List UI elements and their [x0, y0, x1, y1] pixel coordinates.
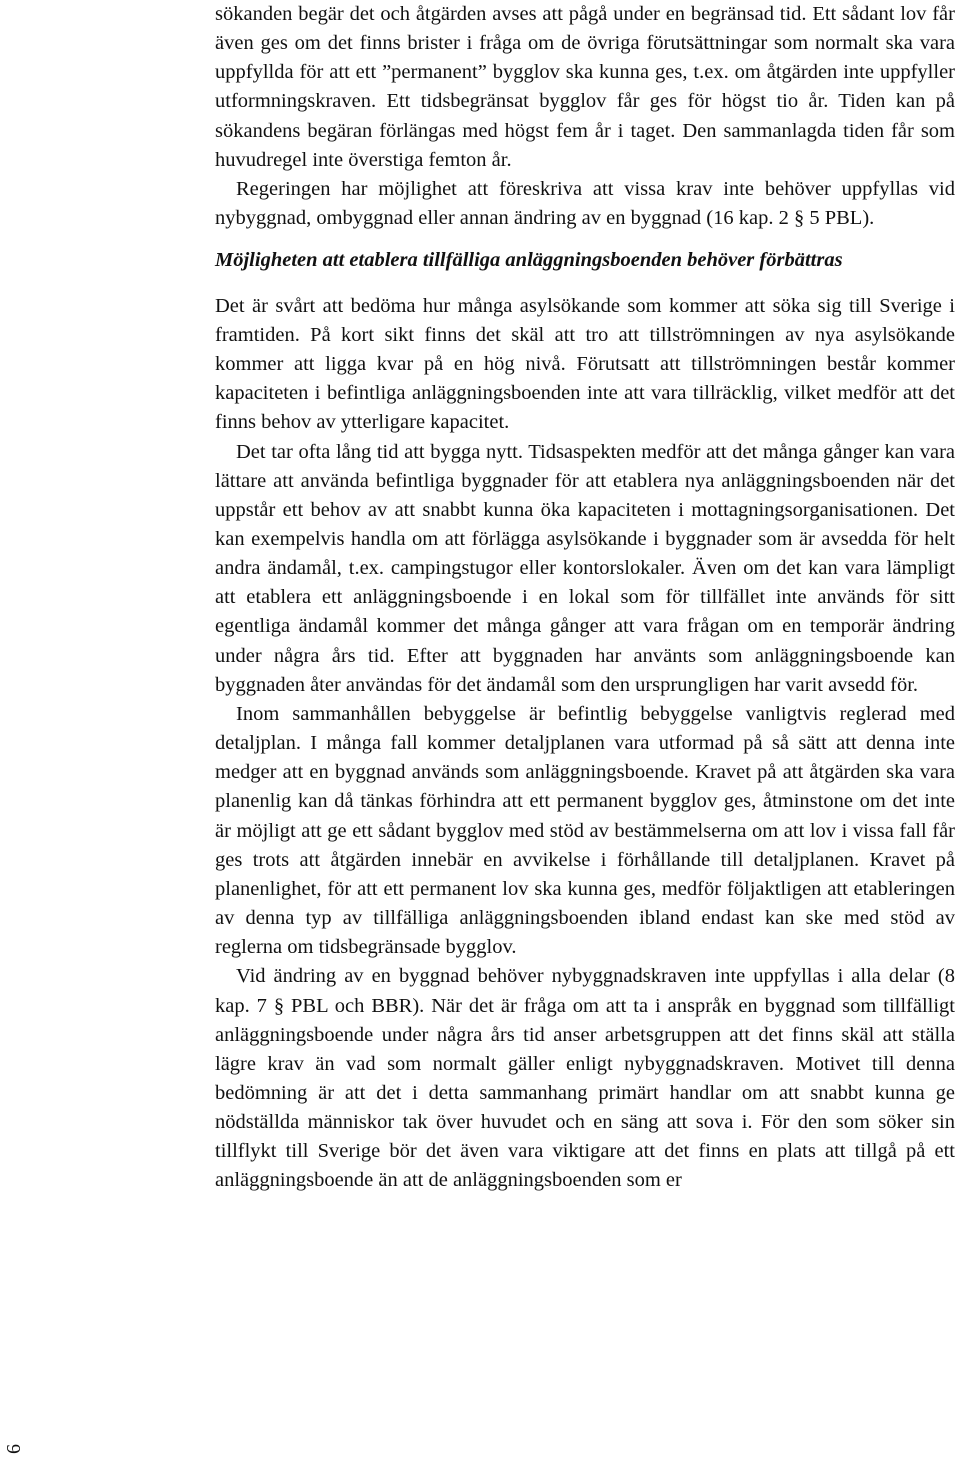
body-paragraph: Regeringen har möjlighet att föreskriva att vissa krav inte behöver uppfyllas vid nybyggnad, ombyggnad eller annan ändring av en byggnad (16 kap. 2 § 5 PBL).: [215, 177, 955, 230]
body-paragraph: Det är svårt att bedöma hur många asylsökande som kommer att söka sig till Sverige i framtiden. På kort sikt finns det skäl att tro att tillströmningen av nya asylsökande kommer att ligga kvar på en hög nivå. Förutsatt att tillströmningen består kommer kapaciteten i befintliga anläggningsboenden inte att vara tillräcklig, vilket medför att det finns behov av ytterligare kapacitet.: [215, 294, 955, 434]
section-heading: Möjligheten att etablera tillfälliga anläggningsboenden behöver förbättras: [215, 249, 843, 272]
document-page: [215, 0, 955, 1196]
body-paragraph: Det tar ofta lång tid att bygga nytt. Tidsaspekten medför att det många gånger kan vara lättare att använda befintliga byggnader för att etablera nya anläggningsboenden när det uppstår ett behov av att snabbt kunna öka kapaciteten i mottagningsorganisationen. Det kan exempelvis handla om att förlägga asylsökande i byggnader som är avsedda för helt andra ändamål, t.ex. campingstugor eller kontorslokaler. Även om det kan vara lämpligt att etablera ett anläggningsboende i en lokal som för tillfället inte används för sitt egentliga ändamål kommer det många gånger att vara frågan om en temporär ändring under några års tid. Efter att byggnaden har använts som anläggningsboende kan byggnaden åter användas för det ändamål som den ursprungligen har varit avsedd för.: [215, 440, 955, 696]
body-paragraph: Inom sammanhållen bebyggelse är befintlig bebyggelse vanligtvis reglerad med detaljplan. I många fall kommer detaljplanen vara utformad på så sätt att denna inte medger att en byggnad används som anläggningsboende. Kravet på att åtgärden ska vara planenlig kan då tänkas förhindra att ett permanent bygglov ges, åtminstone om det inte är möjligt att ge ett sådant bygglov med stöd av bestämmelserna om att lov i vissa fall får ges trots att åtgärden innebär en avvikelse i förhållande till detaljplanen. Kravet på planenlighet, för att ett permanent lov ska kunna ges, medför följaktligen att etableringen av denna typ av tillfälliga anläggningsboenden ibland endast kan ske med stöd av reglerna om tidsbegränsade bygglov.: [215, 702, 955, 959]
body-paragraph: Vid ändring av en byggnad behöver nybyggnadskraven inte uppfyllas i alla delar (8 kap. 7 § PBL och BBR). När det är fråga om att ta i anspråk en byggnad som tillfälligt anläggningsboende under några års tid anser arbetsgruppen att det finns skäl att ställa lägre krav än vad som normalt gäller enligt nybyggnadskraven. Motivet till denna bedömning är att det i detta sammanhang primärt handlar om att snabbt kunna ge nödställda människor tak över huvudet och en säng att sova i. För den som söker sin tillflykt till Sverige bör det även vara viktigare att det finns en plats att tillgå på ett anläggningsboende än att de anläggningsboenden som er: [215, 965, 955, 1192]
body-paragraph: sökanden begär det och åtgärden avses att pågå under en begränsad tid. Ett sådant lov får även ges om det finns brister i fråga om de övriga förutsättningar som normalt ska vara uppfyllda för att ett ”permanent” bygglov ska kunna ges, t.ex. om åtgärden inte uppfyller utformningskraven. Ett tidsbegränsat bygglov får ges för högst tio år. Tiden kan på sökandens begäran förlängas med högst fem år i taget. Den sammanlagda tiden får som huvudregel inte överstiga femton år.: [215, 3, 955, 171]
page-number: 6: [3, 1444, 25, 1454]
